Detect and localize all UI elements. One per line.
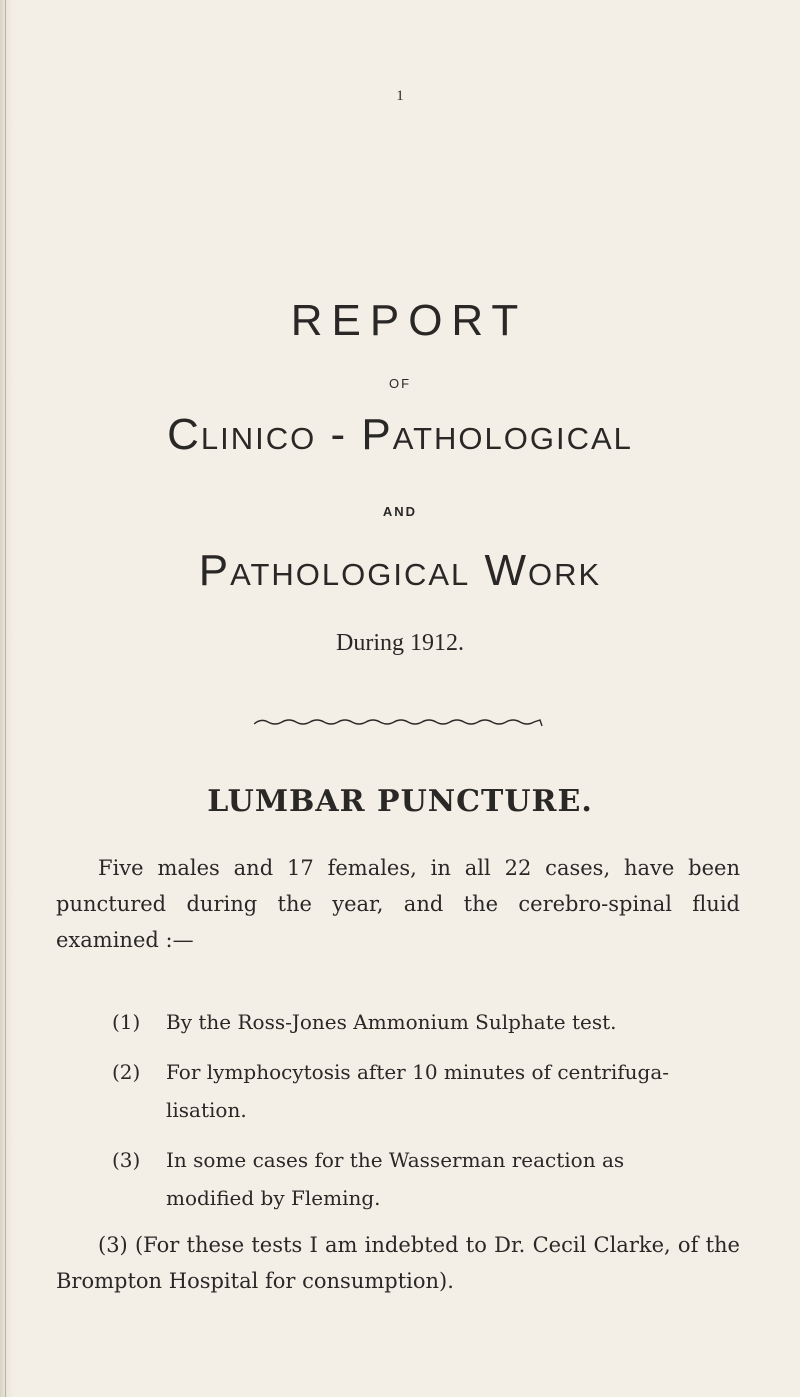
- heading-pathological-work: Pathological Work: [198, 546, 602, 595]
- list-item-text: By the Ross-Jones Ammonium Sulphate test.: [166, 1010, 617, 1034]
- list-item: [112, 1053, 712, 1129]
- page-number: 1: [396, 88, 404, 104]
- list-item-number: (3): [112, 1148, 141, 1172]
- heading-clinico-pathological: Clinico - Pathological: [167, 410, 633, 459]
- acknowledgement-text: (3) (For these tests I am indebted to Dr. Cecil Clarke, of the Brompton Hospital for consumption).: [56, 1233, 740, 1293]
- list-item-number: (1): [112, 1010, 141, 1034]
- section-title: LUMBAR PUNCTURE.: [207, 784, 593, 819]
- heading-during-year: During 1912.: [336, 630, 464, 656]
- heading-and: AND: [382, 504, 418, 519]
- intro-text: Five males and 17 females, in all 22 cases, have been punctured during the year, and the cerebro-spinal fluid examined :—: [56, 856, 740, 952]
- intro-paragraph: [56, 850, 740, 958]
- list-item: [112, 1003, 712, 1041]
- list-item-text: For lymphocytosis after 10 minutes of centrifuga- lisation.: [166, 1060, 670, 1122]
- page-binding-edge: [0, 0, 14, 1397]
- list-item: [112, 1141, 712, 1217]
- list-item-text: In some cases for the Wasserman reaction as modified by Fleming.: [166, 1148, 625, 1210]
- report-heading: REPORT: [290, 296, 528, 345]
- test-list: [112, 1003, 712, 1229]
- list-item-number: (2): [112, 1060, 141, 1084]
- wavy-divider: [254, 716, 546, 728]
- acknowledgement-paragraph: [56, 1227, 740, 1299]
- heading-of: OF: [388, 376, 412, 391]
